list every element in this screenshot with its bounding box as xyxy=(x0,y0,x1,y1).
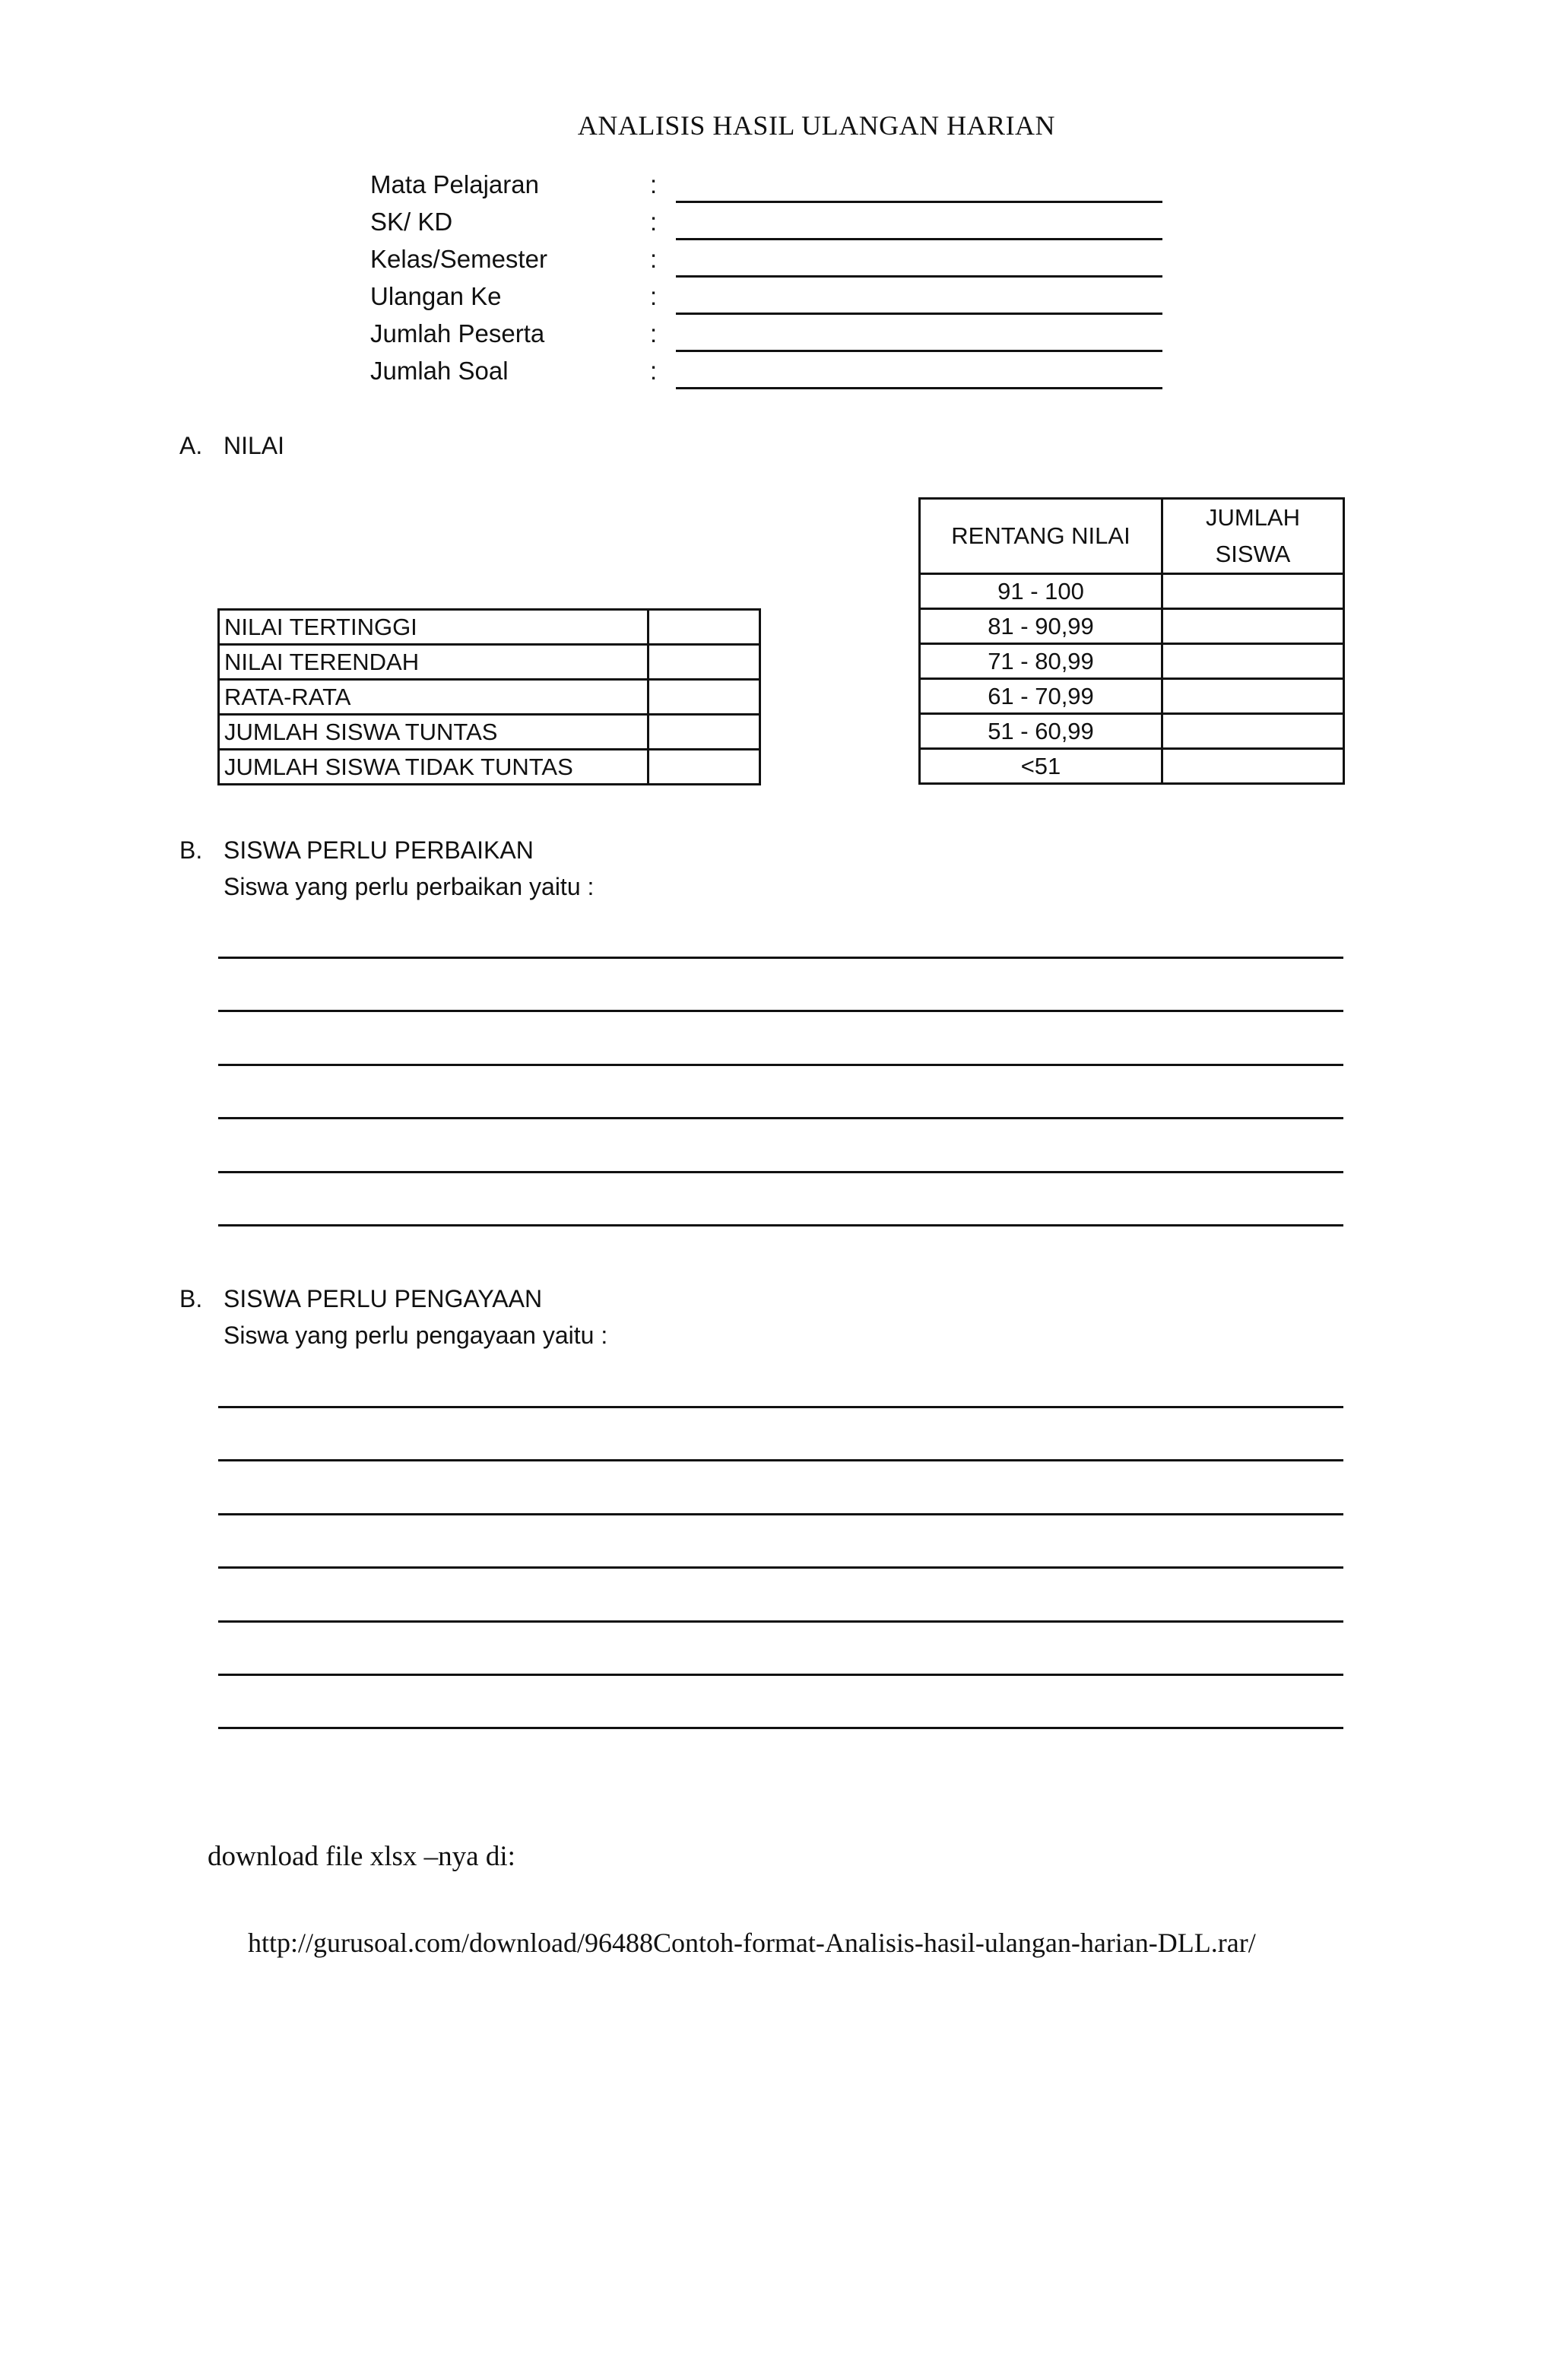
meta-colon: : xyxy=(650,208,658,236)
count-cell xyxy=(1162,679,1344,714)
meta-label: Jumlah Peserta xyxy=(370,319,545,347)
write-line xyxy=(218,1459,1343,1461)
download-text: download file xlsx –nya di: xyxy=(208,1841,515,1872)
header-jumlah-siswa xyxy=(1162,499,1344,574)
write-line xyxy=(218,1674,1343,1676)
table-row xyxy=(219,610,760,645)
meta-label: Kelas/Semester xyxy=(370,245,547,273)
page-title: ANALISIS HASIL ULANGAN HARIAN xyxy=(577,110,1056,141)
header-rentang-nilai: RENTANG NILAI xyxy=(920,499,1162,574)
meta-colon: : xyxy=(650,170,658,198)
range-label: 81 - 90,99 xyxy=(920,609,1162,644)
write-line xyxy=(218,1117,1343,1119)
meta-row-sk-kd xyxy=(370,203,1169,240)
range-label: 71 - 80,99 xyxy=(920,644,1162,679)
stats-label: JUMLAH SISWA TUNTAS xyxy=(219,715,648,750)
meta-colon: : xyxy=(650,319,658,347)
range-label: 91 - 100 xyxy=(920,574,1162,609)
stats-label: RATA-RATA xyxy=(219,680,648,715)
count-cell xyxy=(1162,609,1344,644)
write-line xyxy=(218,1727,1343,1729)
stats-value-cell xyxy=(648,750,760,785)
range-label: <51 xyxy=(920,749,1162,784)
write-line xyxy=(218,1224,1343,1226)
stats-value-cell xyxy=(648,610,760,645)
meta-label: Jumlah Soal xyxy=(370,357,509,385)
table-row xyxy=(920,679,1344,714)
stats-label: JUMLAH SISWA TIDAK TUNTAS xyxy=(219,750,648,785)
table-row xyxy=(219,645,760,680)
count-cell xyxy=(1162,574,1344,609)
stats-table xyxy=(217,608,761,785)
stats-value-cell xyxy=(648,645,760,680)
meta-row-ulangan-ke xyxy=(370,278,1169,315)
header-line: SISWA xyxy=(1215,541,1291,567)
write-line xyxy=(218,1406,1343,1408)
stats-label: NILAI TERTINGGI xyxy=(219,610,648,645)
table-row xyxy=(920,644,1344,679)
table-row xyxy=(920,609,1344,644)
meta-label: Ulangan Ke xyxy=(370,282,502,310)
write-line xyxy=(218,1171,1343,1173)
section-title: NILAI xyxy=(224,432,285,459)
section-subtitle: Siswa yang perlu pengayaan yaitu : xyxy=(224,1322,608,1349)
section-number: B. xyxy=(179,836,203,864)
write-line xyxy=(218,957,1343,959)
write-line xyxy=(218,1010,1343,1012)
table-header-row xyxy=(920,499,1344,574)
write-line xyxy=(218,1566,1343,1569)
meta-colon: : xyxy=(650,245,658,273)
stats-value-cell xyxy=(648,680,760,715)
meta-colon: : xyxy=(650,357,658,385)
meta-row-jumlah-soal xyxy=(370,352,1169,389)
write-line xyxy=(218,1620,1343,1623)
section-number: B. xyxy=(179,1285,203,1312)
meta-row-mata-pelajaran xyxy=(370,166,1169,203)
meta-label: SK/ KD xyxy=(370,208,453,236)
write-line xyxy=(218,1064,1343,1066)
count-cell xyxy=(1162,644,1344,679)
section-subtitle: Siswa yang perlu perbaikan yaitu : xyxy=(224,873,595,900)
meta-fill-line xyxy=(676,387,1162,389)
write-line xyxy=(218,1513,1343,1515)
table-row xyxy=(920,714,1344,749)
table-row xyxy=(920,749,1344,784)
meta-colon: : xyxy=(650,282,658,310)
stats-value-cell xyxy=(648,715,760,750)
download-url-link[interactable]: http://gurusoal.com/download/96488Contoh-format-Analisis-hasil-ulangan-harian-DLL.rar/ xyxy=(248,1928,1256,1958)
stats-label: NILAI TERENDAH xyxy=(219,645,648,680)
range-label: 51 - 60,99 xyxy=(920,714,1162,749)
count-cell xyxy=(1162,714,1344,749)
section-title: SISWA PERLU PENGAYAAN xyxy=(224,1285,543,1312)
meta-row-jumlah-peserta xyxy=(370,315,1169,352)
meta-label: Mata Pelajaran xyxy=(370,170,539,198)
range-label: 61 - 70,99 xyxy=(920,679,1162,714)
section-title: SISWA PERLU PERBAIKAN xyxy=(224,836,534,864)
table-row xyxy=(219,680,760,715)
section-number: A. xyxy=(179,432,203,459)
table-row xyxy=(920,574,1344,609)
meta-fields xyxy=(370,166,1169,389)
table-row xyxy=(219,750,760,785)
header-line: JUMLAH xyxy=(1205,504,1300,531)
meta-row-kelas-semester xyxy=(370,240,1169,278)
table-row xyxy=(219,715,760,750)
range-table xyxy=(918,497,1345,785)
count-cell xyxy=(1162,749,1344,784)
